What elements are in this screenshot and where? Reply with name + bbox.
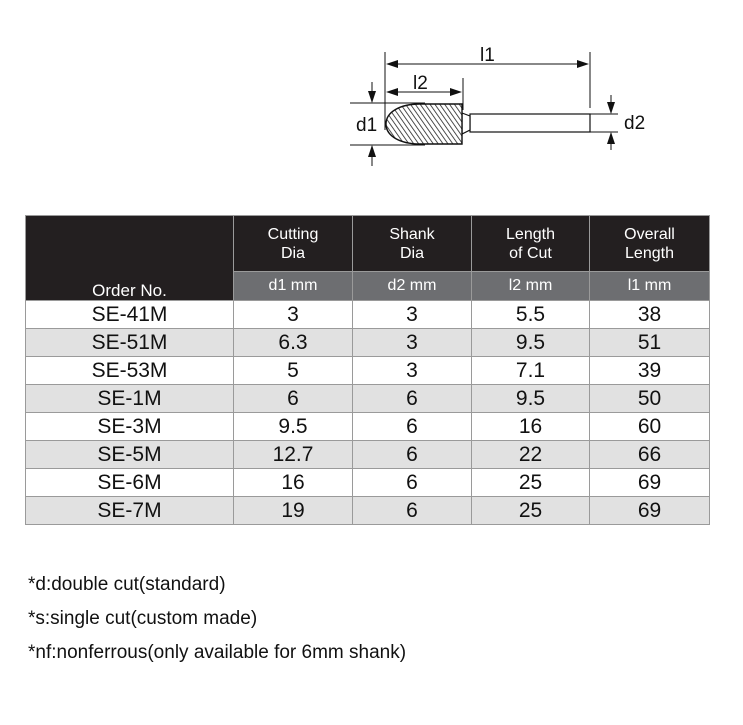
cutting-dia-header: Cutting Dia [234, 216, 353, 272]
l2-cell: 16 [472, 413, 590, 441]
d1-label: d1 [356, 115, 378, 136]
l1-unit-header: l1 mm [590, 272, 710, 301]
order-no-header: Order No. [26, 216, 234, 301]
order-no-cell: SE-6M [26, 469, 234, 497]
order-no-cell: SE-3M [26, 413, 234, 441]
l1-cell: 50 [590, 385, 710, 413]
burr-tool-illustration [386, 104, 590, 144]
order-no-cell: SE-51M [26, 329, 234, 357]
d1-cell: 16 [234, 469, 353, 497]
l2-cell: 22 [472, 441, 590, 469]
l2-label: l2 [413, 73, 428, 94]
d1-cell: 6.3 [234, 329, 353, 357]
d2-cell: 3 [353, 329, 472, 357]
order-no-cell: SE-53M [26, 357, 234, 385]
d2-unit-header: d2 mm [353, 272, 472, 301]
d2-dimension [590, 95, 645, 150]
l1-cell: 66 [590, 441, 710, 469]
order-no-cell: SE-41M [26, 301, 234, 329]
note-double-cut: *d:double cut(standard) [28, 574, 226, 595]
order-no-cell: SE-7M [26, 497, 234, 525]
l1-cell: 39 [590, 357, 710, 385]
l2-cell: 9.5 [472, 385, 590, 413]
burr-dimension-diagram [0, 0, 743, 200]
l1-cell: 60 [590, 413, 710, 441]
d2-cell: 3 [353, 301, 472, 329]
table-row [26, 413, 710, 441]
note-single-cut: *s:single cut(custom made) [28, 608, 258, 629]
d2-label: d2 [624, 113, 646, 134]
d2-cell: 6 [353, 469, 472, 497]
l2-unit-header: l2 mm [472, 272, 590, 301]
length-of-cut-header: Length of Cut [472, 216, 590, 272]
table-row [26, 301, 710, 329]
d1-cell: 9.5 [234, 413, 353, 441]
d1-cell: 3 [234, 301, 353, 329]
l1-cell: 51 [590, 329, 710, 357]
d1-cell: 12.7 [234, 441, 353, 469]
table-row [26, 441, 710, 469]
d1-cell: 5 [234, 357, 353, 385]
l1-cell: 38 [590, 301, 710, 329]
order-no-cell: SE-1M [26, 385, 234, 413]
overall-length-header: Overall Length [590, 216, 710, 272]
l2-cell: 9.5 [472, 329, 590, 357]
order-no-cell: SE-5M [26, 441, 234, 469]
d2-cell: 6 [353, 441, 472, 469]
l2-cell: 25 [472, 497, 590, 525]
table-row [26, 469, 710, 497]
l2-cell: 5.5 [472, 301, 590, 329]
l1-label: l1 [480, 45, 495, 66]
l1-cell: 69 [590, 497, 710, 525]
table-row [26, 329, 710, 357]
d1-cell: 6 [234, 385, 353, 413]
table-row [26, 357, 710, 385]
table-row [26, 385, 710, 413]
d2-cell: 6 [353, 497, 472, 525]
burr-spec-table [25, 215, 710, 525]
d2-cell: 3 [353, 357, 472, 385]
shank-dia-header: Shank Dia [353, 216, 472, 272]
d2-cell: 6 [353, 413, 472, 441]
note-nonferrous: *nf:nonferrous(only available for 6mm shank) [28, 642, 407, 663]
table-row [26, 497, 710, 525]
l1-cell: 69 [590, 469, 710, 497]
footnotes [28, 568, 406, 670]
d2-cell: 6 [353, 385, 472, 413]
d1-unit-header: d1 mm [234, 272, 353, 301]
l2-cell: 25 [472, 469, 590, 497]
d1-cell: 19 [234, 497, 353, 525]
l2-cell: 7.1 [472, 357, 590, 385]
